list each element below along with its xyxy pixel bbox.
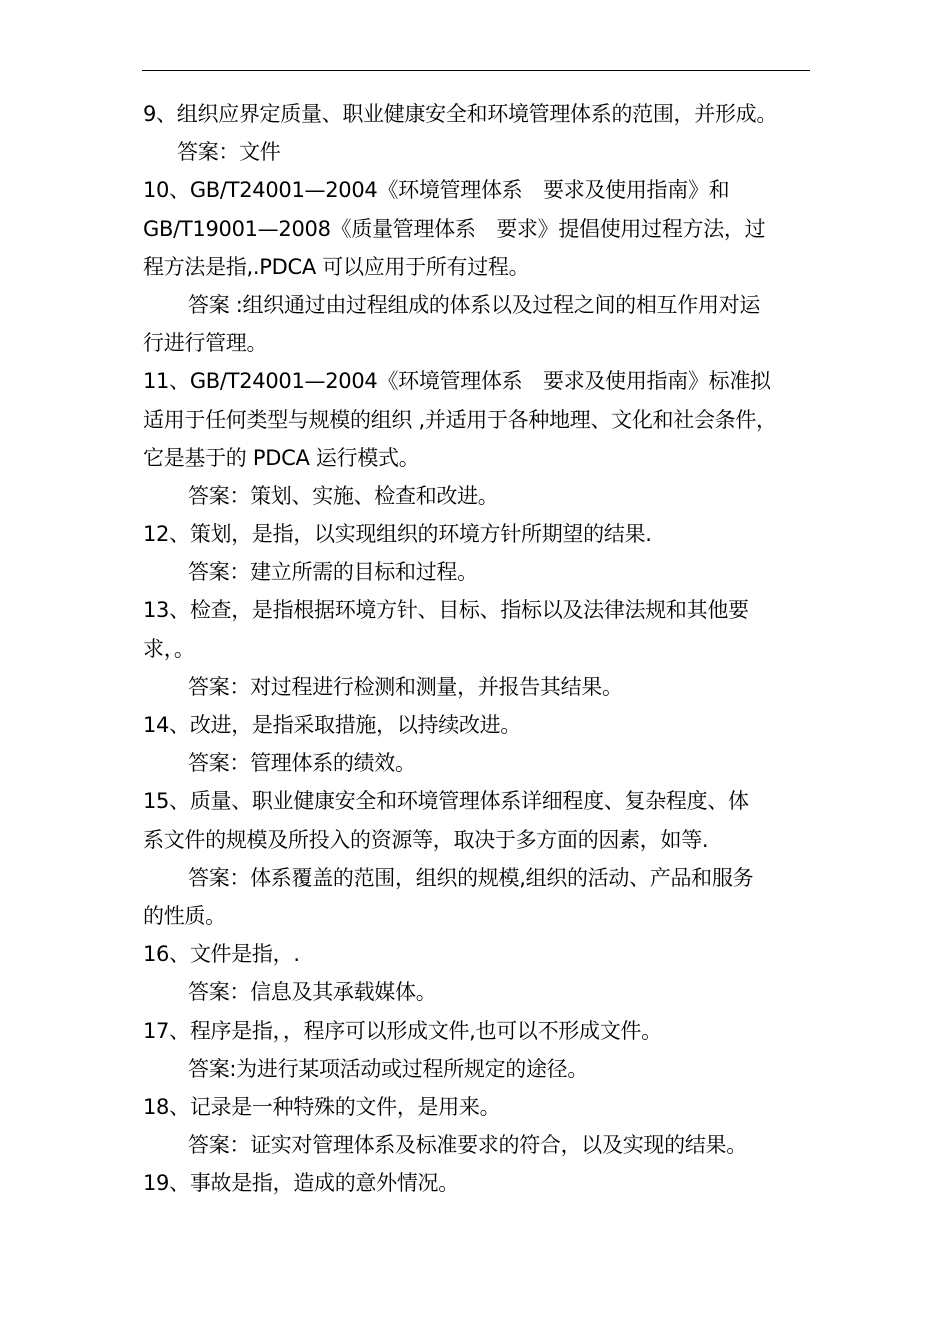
- answer-10-line-1: 答案 :组织通过由过程组成的体系以及过程之间的相互作用对运: [188, 292, 761, 317]
- question-13-line-1: 13、检查，是指根据环境方针、目标、指标以及法律法规和其他要: [143, 598, 749, 623]
- answer-17: 答案:为进行某项活动或过程所规定的途径。: [188, 1056, 589, 1081]
- answer-14: 答案：管理体系的绩效。: [188, 751, 416, 776]
- answer-10-line-2: 行进行管理。: [143, 331, 268, 356]
- question-16: 16、文件是指，.: [143, 942, 300, 967]
- question-11-line-2: 适用于任何类型与规模的组织 ,并适用于各种地理、文化和社会条件，: [143, 407, 777, 432]
- document-body: [143, 95, 811, 1202]
- question-11-line-1: 11、GB/T24001—2004《环境管理体系 要求及使用指南》标准拟: [143, 369, 771, 394]
- answer-15-line-1: 答案：体系覆盖的范围，组织的规模,组织的活动、产品和服务: [188, 865, 754, 890]
- question-10-line-2: GB/T19001—2008《质量管理体系 要求》提倡使用过程方法，过: [143, 216, 766, 241]
- question-12: 12、策划，是指，以实现组织的环境方针所期望的结果.: [143, 522, 652, 547]
- answer-15-line-2: 的性质。: [143, 903, 226, 928]
- question-9: 9、组织应界定质量、职业健康安全和环境管理体系的范围，并形成。: [143, 102, 778, 126]
- question-19: 19、事故是指，造成的意外情况。: [143, 1171, 459, 1196]
- answer-11: 答案：策划、实施、检查和改进。: [188, 483, 499, 508]
- question-10-line-3: 程方法是指,.PDCA 可以应用于所有过程。: [143, 254, 530, 279]
- question-10-line-1: 10、GB/T24001—2004《环境管理体系 要求及使用指南》和: [143, 178, 730, 203]
- answer-18: 答案：证实对管理体系及标准要求的符合，以及实现的结果。: [188, 1133, 747, 1158]
- header-rule: [142, 70, 810, 71]
- question-11-line-3: 它是基于的 PDCA 运行模式。: [143, 445, 420, 470]
- answer-9: 答案：文件: [177, 140, 281, 165]
- question-13-line-2: 求，。: [143, 636, 195, 661]
- question-14: 14、改进，是指采取措施，以持续改进。: [143, 713, 522, 737]
- question-17: 17、程序是指，，程序可以形成文件,也可以不形成文件。: [143, 1018, 662, 1043]
- question-15-line-2: 系文件的规模及所投入的资源等，取决于多方面的因素，如等.: [143, 827, 709, 852]
- answer-16: 答案：信息及其承载媒体。: [188, 980, 437, 1005]
- question-18: 18、记录是一种特殊的文件，是用来。: [143, 1094, 501, 1119]
- answer-12: 答案：建立所需的目标和过程。: [188, 560, 478, 585]
- question-15-line-1: 15、质量、职业健康安全和环境管理体系详细程度、复杂程度、体: [143, 789, 749, 814]
- answer-13: 答案：对过程进行检测和测量，并报告其结果。: [188, 674, 623, 699]
